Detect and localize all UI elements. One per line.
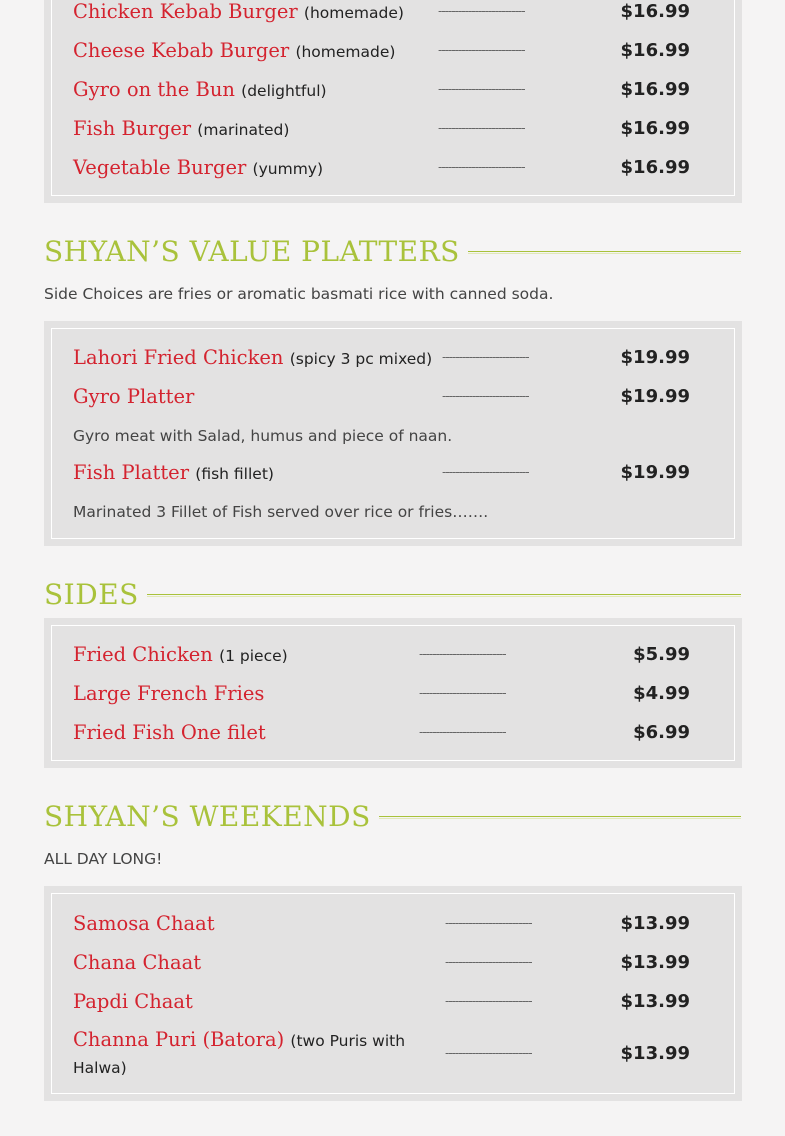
item-qualifier: (homemade) bbox=[295, 43, 396, 61]
item-name-line bbox=[73, 0, 404, 28]
item-name-line bbox=[73, 153, 323, 184]
item-name-line bbox=[73, 640, 288, 671]
item-price: $13.99 bbox=[620, 952, 690, 973]
item-name: Papdi Chaat bbox=[73, 990, 193, 1013]
section-note: Side Choices are fries or aromatic basmati rice with canned soda. bbox=[44, 285, 554, 303]
menu-item bbox=[73, 0, 690, 27]
menu-item bbox=[73, 1026, 690, 1082]
section-heading-sides bbox=[44, 578, 741, 611]
item-name: Large French Fries bbox=[73, 682, 265, 705]
item-price: $19.99 bbox=[620, 462, 690, 483]
item-name-line bbox=[73, 987, 193, 1017]
item-price: $16.99 bbox=[620, 40, 690, 61]
menu-item bbox=[73, 36, 690, 66]
item-description: Marinated 3 Fillet of Fish served over rice or fries……. bbox=[73, 503, 489, 521]
item-qualifier: (1 piece) bbox=[219, 647, 288, 665]
item-name: Samosa Chaat bbox=[73, 912, 215, 935]
item-name-line bbox=[73, 343, 432, 374]
menu-item bbox=[73, 948, 690, 978]
menu-item bbox=[73, 75, 690, 105]
item-name-line bbox=[73, 36, 395, 67]
item-name-line bbox=[73, 679, 264, 709]
dotted-leader: -------------------------- bbox=[419, 647, 506, 661]
menu-item bbox=[73, 343, 690, 373]
item-name: Gyro on the Bun bbox=[73, 78, 235, 101]
menu-item bbox=[73, 718, 690, 748]
item-qualifier: (yummy) bbox=[252, 160, 324, 178]
item-price: $4.99 bbox=[633, 683, 690, 704]
burgers-menu-box bbox=[44, 0, 742, 203]
sides-menu-box bbox=[44, 618, 742, 768]
heading-rule bbox=[468, 251, 741, 254]
item-qualifier: (spicy 3 pc mixed) bbox=[289, 350, 433, 368]
item-price: $5.99 bbox=[633, 644, 690, 665]
item-name: Fish Platter bbox=[73, 461, 190, 484]
item-name: Lahori Fried Chicken bbox=[73, 346, 284, 369]
item-name: Chana Chaat bbox=[73, 951, 202, 974]
section-title: SHYAN’S VALUE PLATTERS bbox=[44, 235, 460, 268]
dotted-leader: -------------------------- bbox=[442, 350, 529, 364]
heading-rule bbox=[147, 594, 741, 597]
item-name: Fried Chicken bbox=[73, 643, 213, 666]
dotted-leader: -------------------------- bbox=[445, 994, 532, 1008]
item-qualifier: (fish fillet) bbox=[195, 465, 274, 483]
item-name: Chicken Kebab Burger bbox=[73, 0, 298, 23]
item-price: $13.99 bbox=[620, 991, 690, 1012]
section-title: SHYAN’S WEEKENDS bbox=[44, 800, 371, 833]
menu-item bbox=[73, 987, 690, 1017]
dotted-leader: -------------------------- bbox=[438, 160, 525, 174]
item-qualifier: (marinated) bbox=[197, 121, 290, 139]
dotted-leader: -------------------------- bbox=[442, 465, 529, 479]
dotted-leader: -------------------------- bbox=[438, 43, 525, 57]
item-qualifier: (delightful) bbox=[241, 82, 327, 100]
menu-item bbox=[73, 382, 690, 412]
menu-item bbox=[73, 909, 690, 939]
item-name: Gyro Platter bbox=[73, 385, 195, 408]
item-price: $19.99 bbox=[620, 386, 690, 407]
item-name: Cheese Kebab Burger bbox=[73, 39, 290, 62]
item-qualifier: (two Puris with Halwa) bbox=[73, 1032, 406, 1077]
item-name: Vegetable Burger bbox=[73, 156, 247, 179]
menu-item bbox=[73, 114, 690, 144]
item-name-line bbox=[73, 458, 274, 489]
dotted-leader: -------------------------- bbox=[438, 121, 525, 135]
item-description: Gyro meat with Salad, humus and piece of naan. bbox=[73, 427, 453, 445]
item-price: $13.99 bbox=[620, 913, 690, 934]
item-name-line bbox=[73, 948, 201, 978]
section-note: ALL DAY LONG! bbox=[44, 850, 163, 868]
dotted-leader: -------------------------- bbox=[419, 686, 506, 700]
section-title: SIDES bbox=[44, 578, 139, 611]
item-name: Fried Fish One filet bbox=[73, 721, 266, 744]
dotted-leader: -------------------------- bbox=[445, 916, 532, 930]
platters-menu-box bbox=[44, 321, 742, 546]
item-price: $6.99 bbox=[633, 722, 690, 743]
item-price: $16.99 bbox=[620, 118, 690, 139]
item-qualifier: (homemade) bbox=[303, 4, 404, 22]
item-price: $13.99 bbox=[620, 1043, 690, 1064]
item-name: Channa Puri (Batora) bbox=[73, 1028, 285, 1051]
item-name-line bbox=[73, 1027, 413, 1081]
menu-item bbox=[73, 458, 690, 488]
item-price: $19.99 bbox=[620, 347, 690, 368]
heading-rule bbox=[379, 816, 741, 819]
dotted-leader: -------------------------- bbox=[445, 1046, 532, 1060]
item-name-line bbox=[73, 909, 215, 939]
dotted-leader: -------------------------- bbox=[445, 955, 532, 969]
section-heading-weekends bbox=[44, 800, 741, 833]
item-name-line bbox=[73, 718, 266, 748]
menu-item bbox=[73, 153, 690, 183]
item-price: $16.99 bbox=[620, 1, 690, 22]
item-price: $16.99 bbox=[620, 79, 690, 100]
item-name-line bbox=[73, 382, 194, 412]
item-name-line bbox=[73, 75, 327, 106]
weekends-menu-box bbox=[44, 886, 742, 1101]
section-heading-platters bbox=[44, 235, 741, 268]
dotted-leader: -------------------------- bbox=[419, 725, 506, 739]
item-price: $16.99 bbox=[620, 157, 690, 178]
dotted-leader: -------------------------- bbox=[438, 82, 525, 96]
menu-item bbox=[73, 679, 690, 709]
dotted-leader: -------------------------- bbox=[438, 4, 525, 18]
dotted-leader: -------------------------- bbox=[442, 389, 529, 403]
item-name: Fish Burger bbox=[73, 117, 192, 140]
item-name-line bbox=[73, 114, 289, 145]
menu-item bbox=[73, 640, 690, 670]
